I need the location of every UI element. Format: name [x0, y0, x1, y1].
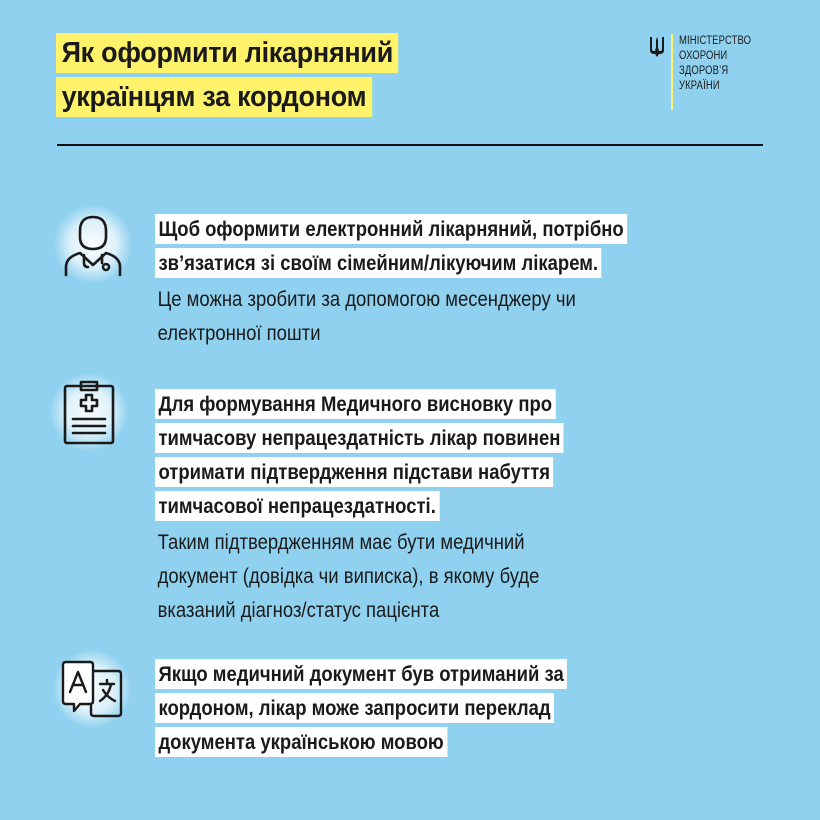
section-2-bold-line-2: тимчасову непрацездатність лікар повинен: [155, 423, 564, 453]
section-1-text-line-1: Це можна зробити за допомогою месенджеру чи: [157, 287, 576, 311]
doctor-icon: [62, 211, 124, 277]
logo-line-3: ЗДОРОВ’Я: [679, 65, 729, 77]
logo-text: [679, 34, 751, 94]
section-2-text-line-2: документ (довідка чи виписка), в якому буде: [157, 564, 540, 588]
section-3: [155, 659, 634, 761]
section-3-icon-wrap: [52, 649, 132, 729]
section-3-bold-line-1: Якщо медичний документ був отриманий за: [155, 659, 567, 689]
section-1-bold-line-1: Щоб оформити електронний лікарняний, потрібно: [155, 214, 627, 244]
section-2-bold-line-3: отримати підтвердження підстави набуття: [155, 457, 554, 487]
section-1-text-line-2: електронної пошти: [157, 321, 321, 345]
page-title: [56, 33, 424, 117]
header-divider: [57, 144, 763, 146]
logo-line-1: МІНІСТЕРСТВО: [679, 35, 752, 47]
logo-line-2: ОХОРОНИ: [679, 50, 728, 62]
section-1-bold-line-2: зв’язатися зі своїм сімейним/лікуючим лікарем.: [155, 248, 602, 278]
section-2-icon-wrap: [49, 372, 129, 452]
section-3-bold-line-3: документа українською мовою: [155, 727, 447, 757]
section-3-bold-line-2: кордоном, лікар може запросити переклад: [155, 693, 554, 723]
section-2-bold-line-1: Для формування Медичного висновку про: [155, 389, 556, 419]
section-2-text-line-1: Таким підтвердженням має бути медичний: [157, 530, 525, 554]
section-1: [155, 214, 704, 350]
title-line-2: українцям за кордоном: [56, 77, 372, 117]
section-2-bold-line-4: тимчасової непрацездатності.: [155, 491, 439, 521]
logo-line-4: УКРАЇНИ: [679, 80, 720, 92]
translate-icon: [60, 659, 124, 719]
trident-icon: [649, 36, 665, 58]
ministry-logo: [649, 34, 767, 110]
section-1-icon-wrap: [53, 204, 133, 284]
section-2-text-line-3: вказаний діагноз/статус пацієнта: [157, 598, 440, 622]
title-line-1: Як оформити лікарняний: [56, 33, 399, 73]
logo-accent-bar: [671, 34, 673, 110]
section-2: [155, 389, 630, 627]
medical-clipboard-icon: [62, 379, 116, 445]
